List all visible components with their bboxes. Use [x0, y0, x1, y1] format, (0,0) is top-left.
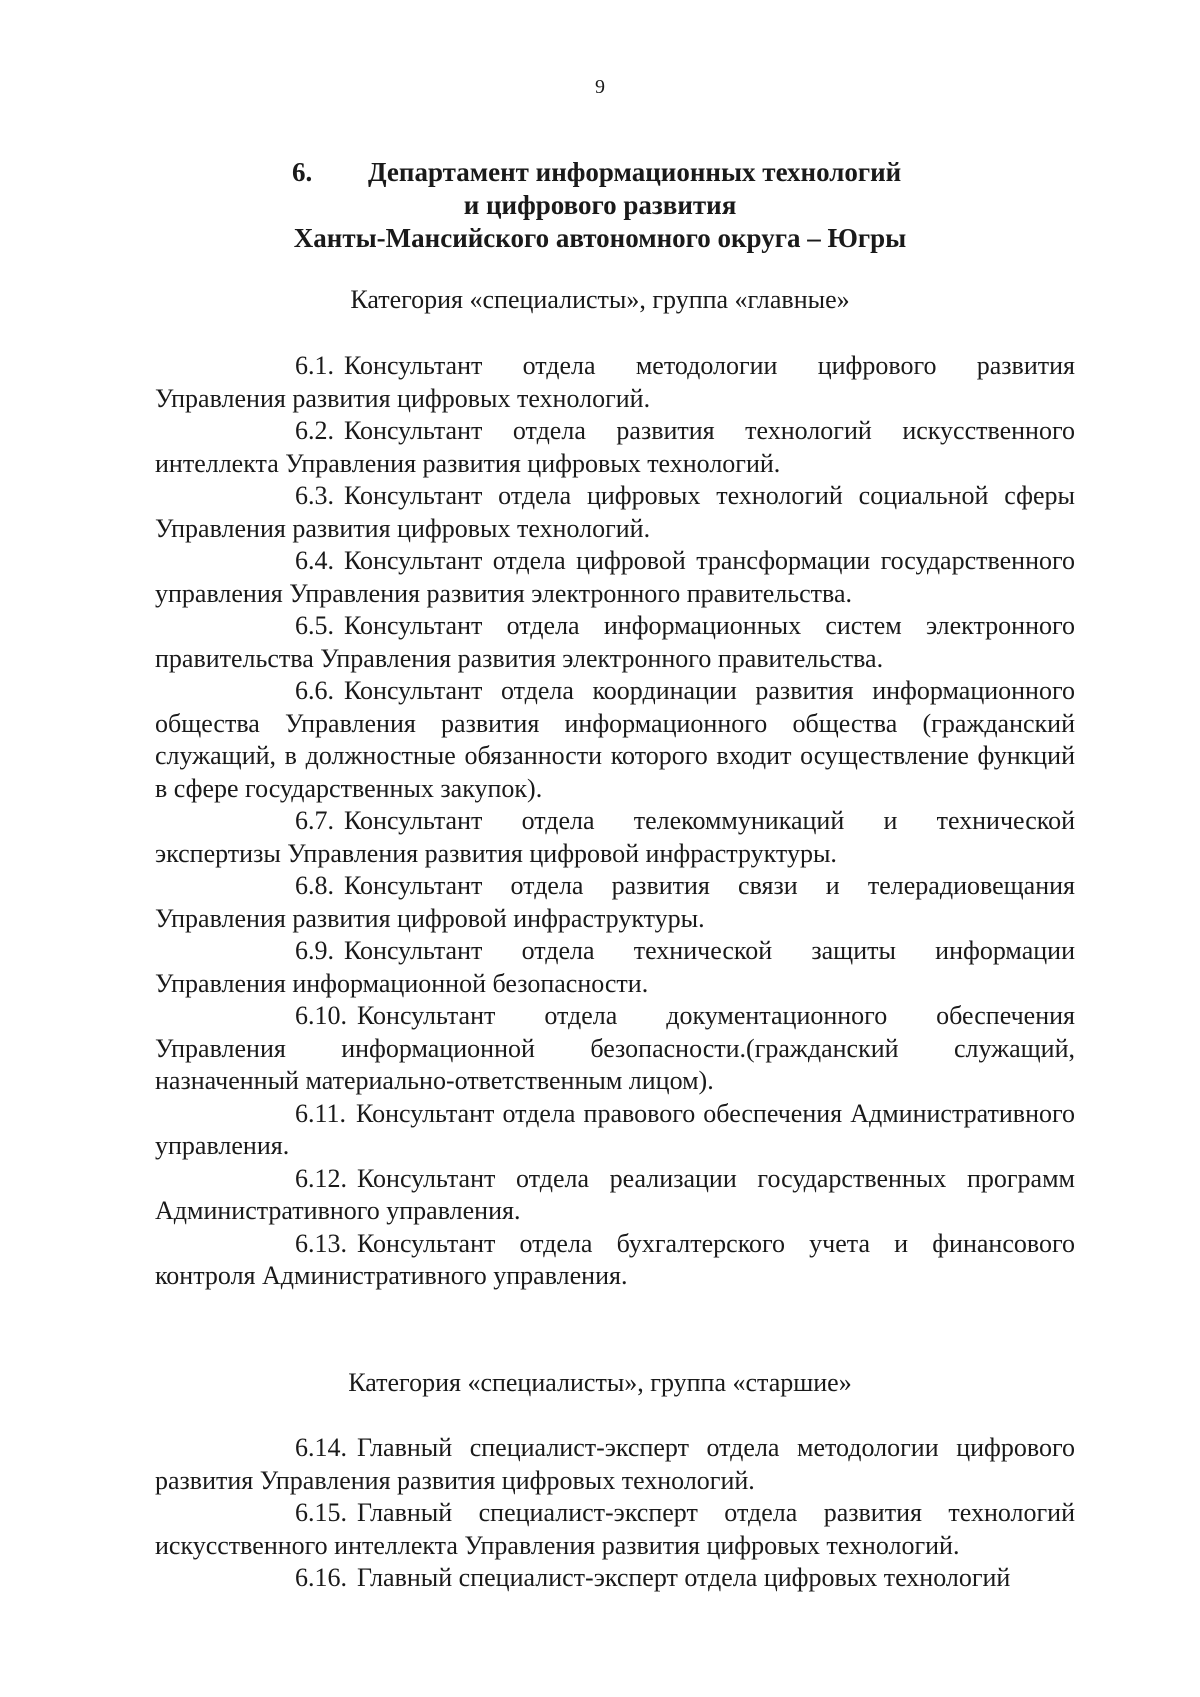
item-number: 6.15.: [295, 1498, 347, 1527]
list-item: [155, 415, 1075, 480]
item-number: 6.6.: [295, 676, 334, 705]
item-text: Консультант отдела технической защиты информации Управления информационной безопасности.: [155, 936, 1075, 998]
item-text: Консультант отдела информационных систем электронного правительства Управления развития электронного правительства.: [155, 611, 1075, 673]
item-number: 6.10.: [295, 1001, 347, 1030]
item-number: 6.4.: [295, 546, 334, 575]
item-text: Главный специалист-эксперт отдела методологии цифрового развития Управления развития цифровых технологий.: [155, 1433, 1075, 1495]
list-item: [155, 675, 1075, 805]
item-text: Консультант отдела документационного обеспечения Управления информационной безопасности.(гражданский служащий, назначенный материально-ответственным лицом).: [155, 1001, 1075, 1095]
item-text: Консультант отдела цифровых технологий социальной сферы Управления развития цифровых технологий.: [155, 481, 1075, 543]
list-item: [155, 1432, 1075, 1497]
item-number: 6.5.: [295, 611, 334, 640]
item-text: Консультант отдела реализации государственных программ Административного управления.: [155, 1163, 1075, 1225]
list-item: [155, 1000, 1075, 1098]
section-number: 6.: [292, 157, 313, 187]
list-item: [155, 1228, 1075, 1293]
section-title-line1: Департамент информационных технологий: [368, 157, 902, 187]
item-number: 6.1.: [295, 351, 334, 380]
item-text: Консультант отдела телекоммуникаций и технической экспертизы Управления развития цифровой инфраструктуры.: [155, 806, 1075, 868]
list-item: [155, 480, 1075, 545]
item-text: Главный специалист-эксперт отдела цифровых технологий: [357, 1563, 1011, 1592]
item-text: Консультант отдела правового обеспечения Административного управления.: [155, 1098, 1075, 1160]
item-number: 6.7.: [295, 806, 334, 835]
item-list: [155, 350, 1075, 1293]
item-number: 6.3.: [295, 481, 334, 510]
item-number: 6.14.: [295, 1433, 347, 1462]
list-item: [155, 870, 1075, 935]
item-list: [155, 1432, 1075, 1595]
category-heading: Категория «специалисты», группа «старшие»: [348, 1368, 852, 1397]
item-text: Консультант отдела развития технологий искусственного интеллекта Управления развития цифровых технологий.: [155, 416, 1075, 478]
list-item: [155, 350, 1075, 415]
item-text: Консультант отдела бухгалтерского учета и финансового контроля Административного управления.: [155, 1228, 1075, 1290]
item-text: Консультант отдела координации развития информационного общества Управления развития информационного общества (гражданский служащий, в должностные обязанности которого входит осуществление функций в сфере государственных закупок).: [155, 676, 1075, 803]
item-text: Консультант отдела развития связи и телерадиовещания Управления развития цифровой инфраструктуры.: [155, 871, 1075, 933]
list-item: [155, 935, 1075, 1000]
list-item: [155, 545, 1075, 610]
category-heading: Категория «специалисты», группа «главные»: [350, 285, 850, 314]
item-number: 6.9.: [295, 936, 334, 965]
item-number: 6.12.: [295, 1163, 347, 1193]
section-title-line2: и цифрового развития: [463, 190, 737, 220]
item-number: 6.8.: [295, 871, 334, 900]
item-number: 6.2.: [295, 416, 334, 445]
item-number: 6.16.: [295, 1563, 347, 1592]
item-number: 6.11.: [295, 1098, 347, 1128]
list-item: [155, 610, 1075, 675]
list-item: [155, 805, 1075, 870]
item-text: Консультант отдела цифровой трансформации государственного управления Управления развития электронного правительства.: [155, 546, 1075, 608]
list-item: [155, 1562, 1075, 1595]
list-item: [155, 1163, 1075, 1228]
item-text: Консультант отдела методологии цифрового развития Управления развития цифровых технологий.: [155, 351, 1075, 413]
list-item: [155, 1098, 1075, 1163]
section-title-line3: Ханты-Мансийского автономного округа – Югры: [293, 223, 907, 253]
list-item: [155, 1497, 1075, 1562]
item-text: Главный специалист-эксперт отдела развития технологий искусственного интеллекта Управления развития цифровых технологий.: [155, 1498, 1075, 1560]
page-number: 9: [595, 76, 605, 98]
item-number: 6.13.: [295, 1228, 347, 1258]
